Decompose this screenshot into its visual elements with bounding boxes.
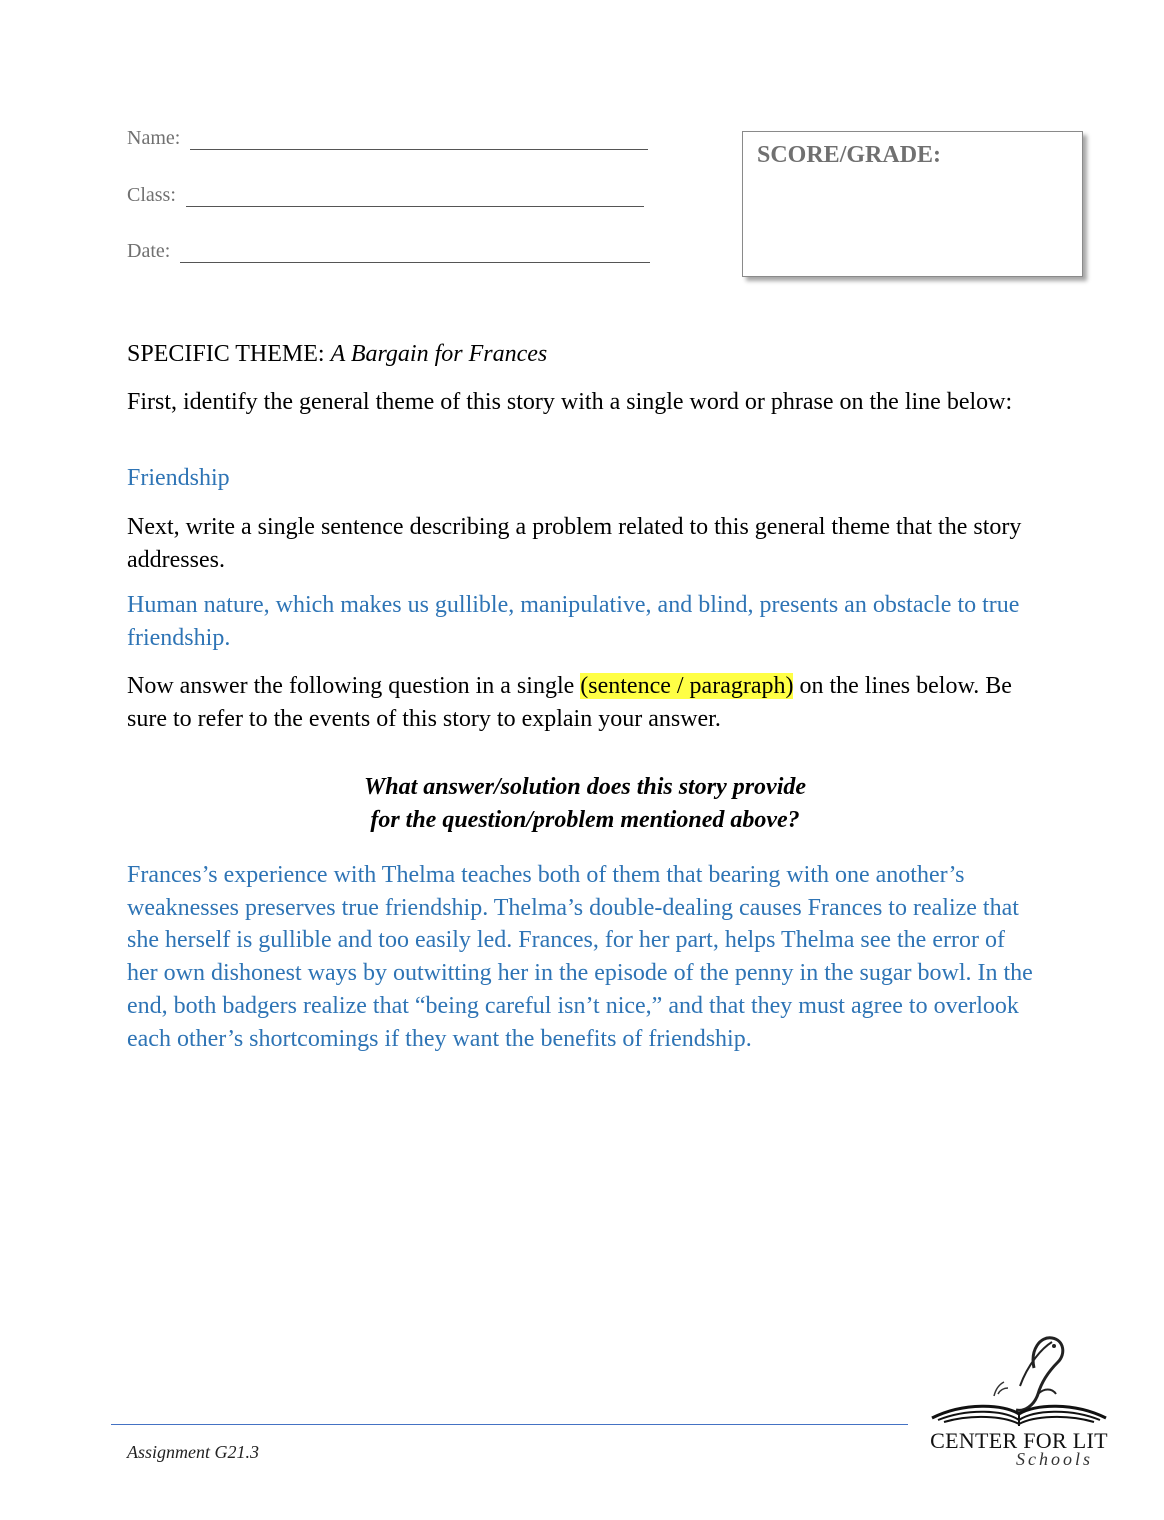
theme-title: A Bargain for Frances xyxy=(330,341,548,367)
prompt-problem-sentence: Next, write a single sentence describing a problem related to this general theme that the story addresses. xyxy=(127,514,1022,573)
specific-theme-heading xyxy=(127,338,1037,371)
date-field-row xyxy=(127,240,650,263)
date-label: Date: xyxy=(127,240,171,262)
theme-label: SPECIFIC THEME: xyxy=(127,341,331,367)
class-input-line[interactable] xyxy=(186,186,644,207)
prompt3-after: on the lines below. Be sure to refer to the events of this story to explain your answer. xyxy=(127,673,1012,732)
central-question-line1: What answer/solution does this story provide xyxy=(363,774,807,800)
prompt-general-theme: First, identify the general theme of this story with a single word or phrase on the line below: xyxy=(127,389,1013,415)
logo-wordmark: CENTER FOR LIT xyxy=(930,1428,1108,1453)
date-input-line[interactable] xyxy=(180,242,650,263)
score-grade-box xyxy=(742,131,1083,277)
class-field-row xyxy=(127,184,644,207)
answer-paragraph: Frances’s experience with Thelma teaches both of them that bearing with one another’s weaknesses preserves true friendship. Thelma’s double-dealing causes Frances to realize that she herself is gullible and too easily led. Frances, for her part, helps Thelma see the error of her own dishonest ways by outwitting her in the episode of the penny in the sugar bowl. In the end, both badgers realize that “being careful isn’t nice,” and that they must agree to overlook each other’s shortcomings if they want the benefits of friendship. xyxy=(127,862,1033,1052)
sentence-paragraph-highlight: (sentence / paragraph) xyxy=(580,673,794,699)
pelican-book-icon xyxy=(924,1328,1114,1428)
center-for-lit-logo xyxy=(924,1328,1114,1468)
name-label: Name: xyxy=(127,127,181,149)
assignment-label: Assignment G21.3 xyxy=(127,1442,259,1462)
name-input-line[interactable] xyxy=(190,129,648,150)
footer-divider xyxy=(111,1424,908,1425)
class-label: Class: xyxy=(127,184,176,206)
name-field-row xyxy=(127,127,648,150)
logo-script-text: Schools xyxy=(1016,1449,1093,1469)
answer-general-theme: Friendship xyxy=(127,465,230,491)
central-question-line2: for the question/problem mentioned above? xyxy=(370,806,800,833)
central-question xyxy=(127,771,1043,836)
answer-problem-sentence: Human nature, which makes us gullible, manipulative, and blind, presents an obstacle to true friendship. xyxy=(127,592,1020,651)
prompt-answer-question xyxy=(127,670,1037,735)
score-grade-label: SCORE/GRADE: xyxy=(757,142,942,168)
prompt3-before: Now answer the following question in a single xyxy=(127,673,581,699)
